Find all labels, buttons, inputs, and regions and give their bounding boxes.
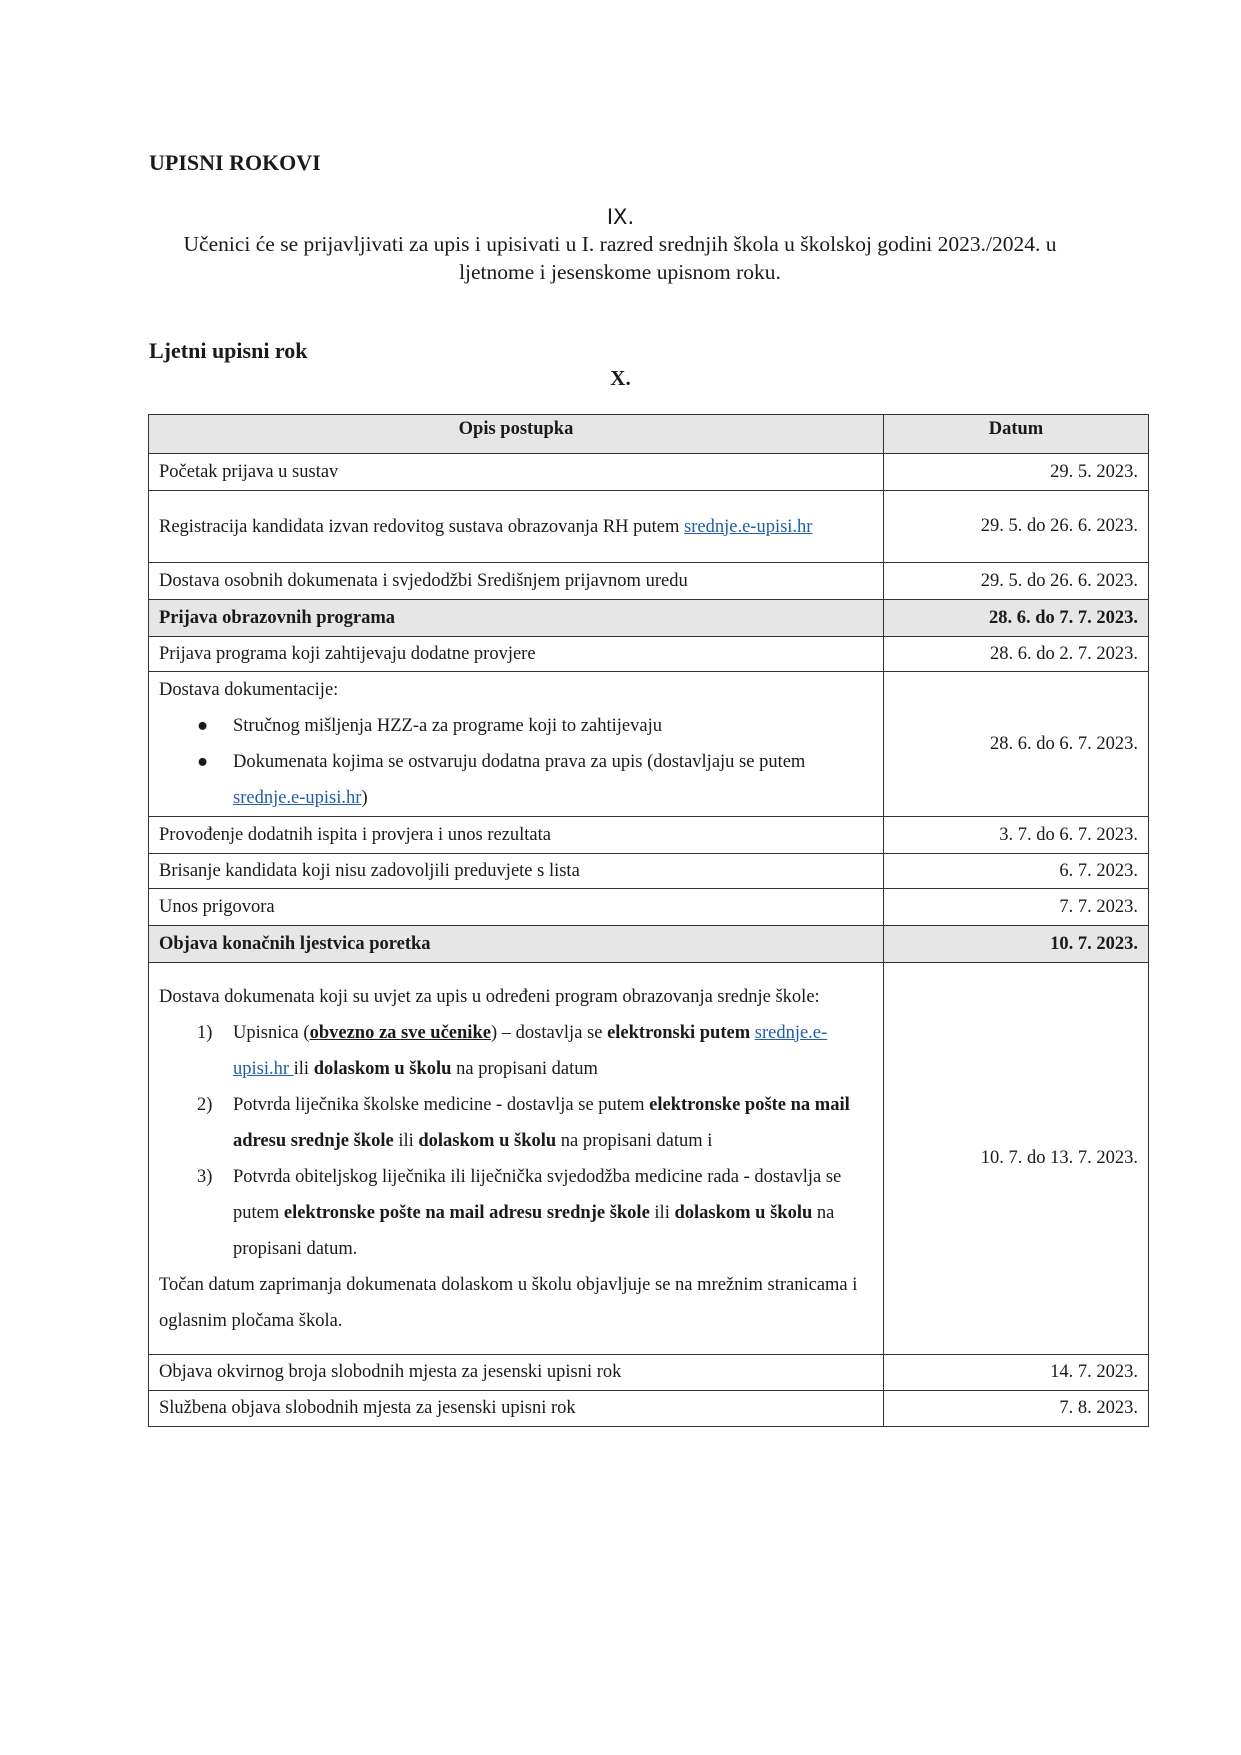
row-description-intro: Dostava dokumenata koji su uvjet za upis u određeni program obrazovanja srednje škole: xyxy=(159,986,820,1007)
row-description: Prijava programa koji zahtijevaju dodatne provjere xyxy=(149,637,884,672)
row-description xyxy=(149,491,884,563)
list-number: 1) xyxy=(197,1022,213,1043)
row-date: 3. 7. do 6. 7. 2023. xyxy=(884,817,1149,854)
table-header-row xyxy=(149,415,1149,454)
text-bold: dolaskom u školu xyxy=(313,1058,452,1079)
row-description-outro: Točan datum zaprimanja dokumenata dolaskom u školu objavljuje se na mrežnim stranicama i oglasnim pločama škola. xyxy=(159,1274,858,1331)
row-description-intro: Dostava dokumentacije: xyxy=(159,680,339,700)
row-date: 7. 8. 2023. xyxy=(884,1391,1149,1427)
article-ix-number: IX. xyxy=(606,205,635,229)
table-row xyxy=(149,454,1149,491)
row-date: 10. 7. 2023. xyxy=(884,926,1149,963)
row-date: 6. 7. 2023. xyxy=(884,854,1149,889)
table-row xyxy=(149,563,1149,600)
row-description: Brisanje kandidata koji nisu zadovoljili preduvjete s lista xyxy=(149,854,884,889)
text: Upisnica ( xyxy=(233,1022,310,1043)
table-row-highlighted xyxy=(149,600,1149,637)
row-description: Provođenje dodatnih ispita i provjera i unos rezultata xyxy=(149,817,884,854)
table-row xyxy=(149,637,1149,672)
row-date: 7. 7. 2023. xyxy=(884,889,1149,926)
table-row xyxy=(149,854,1149,889)
table-row xyxy=(149,491,1149,563)
article-ix-text: Učenici će se prijavljivati za upis i upisivati u I. razred srednjih škola u školskoj godini 2023./2024. u ljetnome i jesenskome upisnom roku. xyxy=(183,232,1057,284)
row-description: Objava konačnih ljestvica poretka xyxy=(149,926,884,963)
row-date: 10. 7. do 13. 7. 2023. xyxy=(884,963,1149,1355)
srednje-e-upisi-link[interactable]: srednje.e-upisi.hr xyxy=(233,788,362,808)
header-description: Opis postupka xyxy=(149,415,884,454)
bullet-icon: ● xyxy=(197,752,209,772)
text: ili xyxy=(293,1058,314,1079)
table-row xyxy=(149,672,1149,817)
table-row xyxy=(149,889,1149,926)
list-item-text: Stručnog mišljenja HZZ-a za programe koji to zahtijevaju xyxy=(233,716,662,736)
list-number: 3) xyxy=(197,1166,213,1187)
text-bold-underlined: obvezno za sve učenike xyxy=(309,1022,491,1043)
row-description: Početak prijava u sustav xyxy=(149,454,884,491)
list-item xyxy=(159,1015,873,1087)
row-description: Objava okvirnog broja slobodnih mjesta za jesenski upisni rok xyxy=(149,1355,884,1391)
header-date: Datum xyxy=(884,415,1149,454)
text: na propisani datum xyxy=(451,1058,598,1079)
text: ) – dostavlja se xyxy=(490,1022,608,1043)
section-heading: Ljetni upisni rok xyxy=(149,338,308,363)
row-date: 28. 6. do 6. 7. 2023. xyxy=(884,672,1149,817)
table-row-highlighted xyxy=(149,926,1149,963)
document-title: UPISNI ROKOVI xyxy=(149,150,321,175)
list-item xyxy=(159,744,873,816)
row-date: 14. 7. 2023. xyxy=(884,1355,1149,1391)
table-row xyxy=(149,963,1149,1355)
row-description: Dostava osobnih dokumenata i svjedodžbi Središnjem prijavnom uredu xyxy=(149,563,884,600)
text: na propisani datum i xyxy=(556,1130,713,1151)
text: ili xyxy=(393,1130,419,1151)
bullet-list xyxy=(159,708,873,816)
text: ili xyxy=(649,1202,675,1223)
list-item xyxy=(159,1087,873,1159)
table-row xyxy=(149,817,1149,854)
schedule-table xyxy=(148,414,1149,1427)
text-bold: elektronske pošte na mail adresu srednje škole xyxy=(233,1094,850,1151)
row-date: 29. 5. do 26. 6. 2023. xyxy=(884,491,1149,563)
srednje-e-upisi-link[interactable]: srednje.e-upisi.hr xyxy=(684,516,813,537)
list-item xyxy=(159,1159,873,1267)
text: Potvrda obiteljskog liječnika ili liječnička svjedodžba medicine rada - dostavlja se putem xyxy=(233,1166,842,1223)
text-bold: elektronski putem xyxy=(607,1022,751,1043)
row-date: 29. 5. 2023. xyxy=(884,454,1149,491)
row-date: 29. 5. do 26. 6. 2023. xyxy=(884,563,1149,600)
numbered-list xyxy=(159,1015,873,1267)
list-number: 2) xyxy=(197,1094,213,1115)
text: na propisani datum. xyxy=(233,1202,835,1259)
row-date: 28. 6. do 2. 7. 2023. xyxy=(884,637,1149,672)
table-row xyxy=(149,1391,1149,1427)
row-description-text: Registracija kandidata izvan redovitog sustava obrazovanja RH putem xyxy=(159,516,685,537)
bullet-icon: ● xyxy=(197,716,209,736)
text-bold: dolaskom u školu xyxy=(418,1130,557,1151)
list-item-text: Dokumenata kojima se ostvaruju dodatna prava za upis (dostavljaju se putem xyxy=(233,752,806,772)
row-date: 28. 6. do 7. 7. 2023. xyxy=(884,600,1149,637)
row-description: Službena objava slobodnih mjesta za jesenski upisni rok xyxy=(149,1391,884,1427)
article-x-number: X. xyxy=(610,366,631,390)
text-bold: elektronske pošte na mail adresu srednje škole xyxy=(283,1202,650,1223)
list-item xyxy=(159,708,873,744)
row-description xyxy=(149,963,884,1355)
row-description: Prijava obrazovnih programa xyxy=(149,600,884,637)
list-item-text-end: ) xyxy=(361,788,368,808)
table-row xyxy=(149,1355,1149,1391)
row-description xyxy=(149,672,884,817)
srednje-e-upisi-link[interactable]: srednje.e-upisi.hr xyxy=(233,1022,828,1079)
text: Potvrda liječnika školske medicine - dostavlja se putem xyxy=(233,1094,650,1115)
text-bold: dolaskom u školu xyxy=(674,1202,813,1223)
row-description: Unos prigovora xyxy=(149,889,884,926)
